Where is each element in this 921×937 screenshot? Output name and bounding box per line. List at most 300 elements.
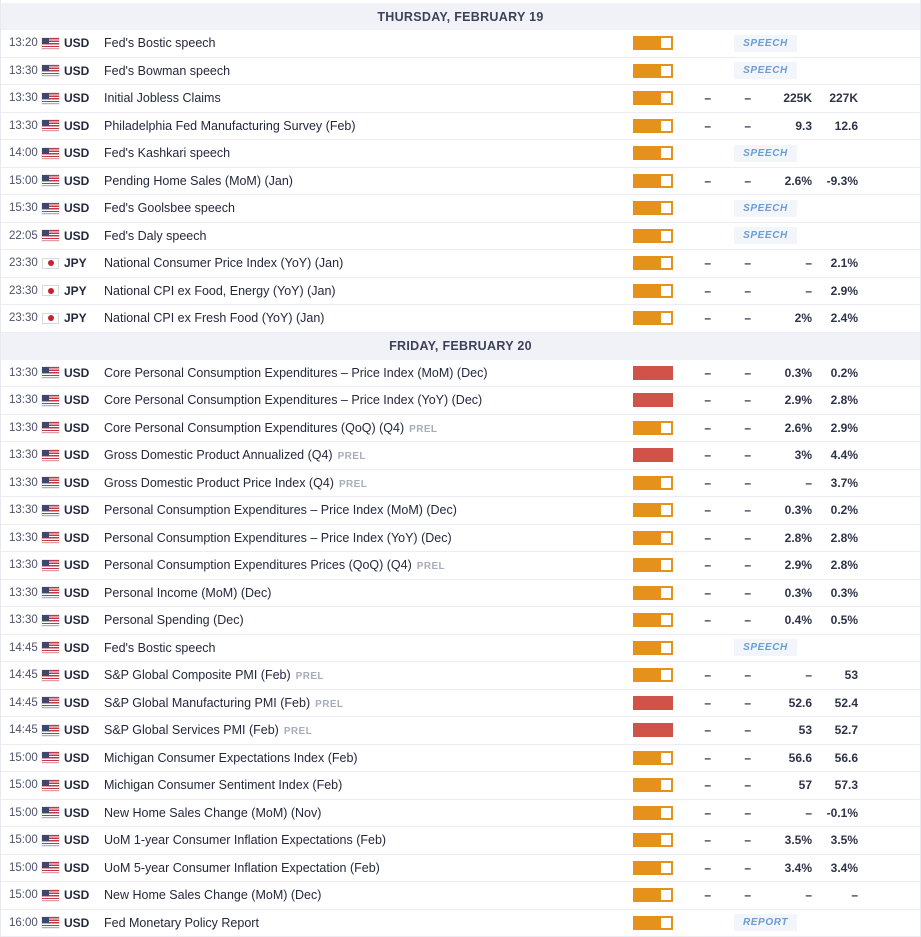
event-name	[104, 861, 633, 875]
currency-code: USD	[64, 173, 90, 188]
event-row[interactable]	[1, 662, 920, 690]
volatility-indicator-medium	[633, 861, 673, 875]
actual-value: –	[704, 668, 711, 683]
event-name-text: Core Personal Consumption Expenditures – Price Index (YoY) (Dec)	[104, 393, 483, 408]
deviation-value: –	[744, 393, 751, 408]
previous-value: 227K	[829, 91, 858, 106]
event-row[interactable]	[1, 827, 920, 855]
volatility-cell	[633, 613, 673, 627]
event-time: 13:30	[9, 531, 38, 544]
deviation-value: –	[744, 668, 751, 683]
preliminary-tag: PREL	[283, 726, 313, 738]
deviation-value: –	[744, 805, 751, 820]
badge-area	[673, 145, 858, 162]
previous-value: 2.9%	[830, 283, 858, 298]
event-name	[104, 531, 633, 545]
event-name-text: S&P Global Manufacturing PMI (Feb)	[104, 695, 311, 710]
us-flag-icon	[42, 835, 59, 846]
consensus-value: 2.9%	[784, 393, 812, 408]
event-row[interactable]	[1, 552, 920, 580]
volatility-cell	[633, 888, 673, 902]
currency-code: USD	[64, 503, 90, 518]
event-row[interactable]	[1, 278, 920, 306]
event-row[interactable]	[1, 470, 920, 498]
event-time: 23:30	[9, 284, 38, 297]
consensus-value: 57	[798, 778, 812, 793]
event-name-text: Core Personal Consumption Expenditures – Price Index (MoM) (Dec)	[104, 365, 488, 380]
consensus-value: 3.4%	[784, 860, 812, 875]
us-flag-icon	[42, 65, 59, 76]
us-flag-icon	[42, 587, 59, 598]
event-time: 14:45	[9, 669, 38, 682]
volatility-indicator-medium	[633, 256, 673, 270]
currency-code: USD	[64, 201, 90, 216]
event-time: 15:00	[9, 751, 38, 764]
volatility-cell	[633, 91, 673, 105]
deviation-value: –	[744, 256, 751, 271]
currency-code: USD	[64, 365, 90, 380]
event-time: 15:00	[9, 861, 38, 874]
section-header: FRIDAY, FEBRUARY 20	[1, 333, 920, 360]
event-name	[104, 448, 633, 462]
consensus-value: –	[805, 805, 812, 820]
event-row[interactable]	[1, 195, 920, 223]
us-flag-icon	[42, 615, 59, 626]
event-name	[104, 641, 633, 655]
volatility-indicator-medium	[633, 503, 673, 517]
volatility-cell	[633, 36, 673, 50]
consensus-value: 225K	[783, 91, 812, 106]
event-row[interactable]	[1, 360, 920, 388]
event-row[interactable]	[1, 415, 920, 443]
event-row[interactable]	[1, 305, 920, 333]
deviation-value: –	[744, 750, 751, 765]
us-flag-icon	[42, 780, 59, 791]
event-time: 14:45	[9, 724, 38, 737]
event-name-text: Fed's Bostic speech	[104, 36, 216, 51]
currency-code: USD	[64, 393, 90, 408]
volatility-indicator-medium	[633, 751, 673, 765]
us-flag-icon	[42, 422, 59, 433]
volatility-indicator-high	[633, 366, 673, 380]
jp-flag-icon	[42, 258, 59, 269]
event-name	[104, 284, 633, 298]
consensus-value: –	[805, 256, 812, 271]
event-row[interactable]	[1, 30, 920, 58]
volatility-cell	[633, 668, 673, 682]
actual-value: –	[704, 118, 711, 133]
speech-badge[interactable]: SPEECH	[734, 200, 797, 217]
event-name	[104, 503, 633, 517]
volatility-cell	[633, 421, 673, 435]
us-flag-icon	[42, 450, 59, 461]
us-flag-icon	[42, 203, 59, 214]
event-name	[104, 558, 633, 572]
previous-value: 3.4%	[830, 860, 858, 875]
jp-flag-icon	[42, 285, 59, 296]
deviation-value: –	[744, 585, 751, 600]
us-flag-icon	[42, 93, 59, 104]
preliminary-tag: PREL	[416, 561, 446, 573]
currency-code: USD	[64, 63, 90, 78]
currency-code: USD	[64, 530, 90, 545]
event-row[interactable]	[1, 168, 920, 196]
consensus-value: 2.9%	[784, 558, 812, 573]
event-name-text: Fed's Goolsbee speech	[104, 201, 235, 216]
actual-value: –	[704, 888, 711, 903]
actual-value: –	[704, 283, 711, 298]
actual-value: –	[704, 365, 711, 380]
badge-area	[673, 639, 858, 656]
deviation-value: –	[744, 365, 751, 380]
volatility-cell	[633, 64, 673, 78]
volatility-cell	[633, 476, 673, 490]
currency-code: JPY	[64, 256, 87, 271]
event-name-text: Gross Domestic Product Annualized (Q4)	[104, 448, 333, 463]
deviation-value: –	[744, 311, 751, 326]
volatility-indicator-medium	[633, 284, 673, 298]
volatility-indicator-medium	[633, 146, 673, 160]
previous-value: 2.4%	[830, 311, 858, 326]
us-flag-icon	[42, 560, 59, 571]
volatility-indicator-high	[633, 393, 673, 407]
event-name-text: Michigan Consumer Expectations Index (Feb)	[104, 750, 358, 765]
consensus-value: 3%	[794, 448, 812, 463]
event-time: 13:30	[9, 586, 38, 599]
event-name	[104, 696, 633, 710]
volatility-indicator-medium	[633, 531, 673, 545]
previous-value: 3.7%	[830, 475, 858, 490]
event-time: 15:00	[9, 889, 38, 902]
volatility-cell	[633, 833, 673, 847]
event-row[interactable]	[1, 223, 920, 251]
report-badge[interactable]: REPORT	[734, 914, 797, 931]
consensus-value: 0.4%	[784, 613, 812, 628]
event-name	[104, 366, 633, 380]
preliminary-tag: PREL	[295, 671, 324, 683]
previous-value: 2.1%	[830, 256, 858, 271]
event-name-text: UoM 5-year Consumer Inflation Expectation (Feb)	[104, 860, 380, 875]
event-row[interactable]	[1, 717, 920, 745]
currency-code: USD	[64, 723, 90, 738]
consensus-value: 2%	[794, 311, 812, 326]
event-row[interactable]	[1, 442, 920, 470]
event-time: 13:30	[9, 614, 38, 627]
deviation-value: –	[744, 118, 751, 133]
volatility-indicator-medium	[633, 778, 673, 792]
us-flag-icon	[42, 175, 59, 186]
consensus-value: 2.6%	[784, 173, 812, 188]
deviation-value: –	[744, 283, 751, 298]
consensus-value: –	[805, 283, 812, 298]
previous-value: 2.8%	[830, 530, 858, 545]
previous-value: 2.9%	[830, 420, 858, 435]
consensus-value: 52.6	[788, 695, 812, 710]
currency-code: USD	[64, 695, 90, 710]
event-row[interactable]	[1, 580, 920, 608]
event-name-text: National CPI ex Fresh Food (YoY) (Jan)	[104, 311, 325, 326]
event-row[interactable]	[1, 58, 920, 86]
previous-value: 57.3	[834, 778, 858, 793]
deviation-value: –	[744, 420, 751, 435]
event-name	[104, 833, 633, 847]
event-name	[104, 64, 633, 78]
currency-code: USD	[64, 146, 90, 161]
speech-badge[interactable]: SPEECH	[734, 145, 797, 162]
deviation-value: –	[744, 888, 751, 903]
event-name-text: Fed's Bowman speech	[104, 63, 231, 78]
currency-code: USD	[64, 228, 90, 243]
event-time: 15:00	[9, 834, 38, 847]
event-name-text: Fed's Kashkari speech	[104, 146, 231, 161]
volatility-cell	[633, 586, 673, 600]
actual-value: –	[704, 448, 711, 463]
volatility-cell	[633, 146, 673, 160]
event-name-text: S&P Global Services PMI (Feb)	[104, 723, 279, 738]
volatility-indicator-medium	[633, 91, 673, 105]
event-name-text: Fed Monetary Policy Report	[104, 915, 259, 930]
currency-code: USD	[64, 118, 90, 133]
event-name-text: S&P Global Composite PMI (Feb)	[104, 668, 291, 683]
us-flag-icon	[42, 725, 59, 736]
volatility-indicator-medium	[633, 641, 673, 655]
volatility-indicator-high	[633, 723, 673, 737]
currency-code: USD	[64, 888, 90, 903]
us-flag-icon	[42, 230, 59, 241]
event-row[interactable]	[1, 497, 920, 525]
actual-value: –	[704, 613, 711, 628]
event-name-text: Core Personal Consumption Expenditures (QoQ) (Q4)	[104, 420, 405, 435]
actual-value: –	[704, 530, 711, 545]
volatility-cell	[633, 558, 673, 572]
deviation-value: –	[744, 778, 751, 793]
volatility-cell	[633, 201, 673, 215]
actual-value: –	[704, 256, 711, 271]
currency-code: USD	[64, 750, 90, 765]
event-name	[104, 751, 633, 765]
event-row[interactable]	[1, 690, 920, 718]
us-flag-icon	[42, 395, 59, 406]
event-row[interactable]	[1, 113, 920, 141]
volatility-cell	[633, 723, 673, 737]
volatility-cell	[633, 256, 673, 270]
event-row[interactable]	[1, 140, 920, 168]
volatility-indicator-medium	[633, 806, 673, 820]
us-flag-icon	[42, 532, 59, 543]
event-name	[104, 723, 633, 737]
volatility-cell	[633, 503, 673, 517]
actual-value: –	[704, 833, 711, 848]
us-flag-icon	[42, 148, 59, 159]
event-row[interactable]	[1, 910, 920, 937]
event-name-text: National Consumer Price Index (YoY) (Jan)	[104, 256, 344, 271]
volatility-indicator-medium	[633, 36, 673, 50]
event-time: 22:05	[9, 229, 38, 242]
event-row[interactable]	[1, 800, 920, 828]
deviation-value: –	[744, 91, 751, 106]
event-name-text: Pending Home Sales (MoM) (Jan)	[104, 173, 293, 188]
previous-value: 3.5%	[830, 833, 858, 848]
event-time: 13:30	[9, 504, 38, 517]
deviation-value: –	[744, 833, 751, 848]
event-name-text: Personal Consumption Expenditures – Price Index (YoY) (Dec)	[104, 530, 452, 545]
volatility-cell	[633, 806, 673, 820]
speech-badge[interactable]: SPEECH	[734, 62, 797, 79]
badge-area	[673, 227, 858, 244]
event-time: 13:30	[9, 421, 38, 434]
consensus-value: 2.6%	[784, 420, 812, 435]
volatility-indicator-medium	[633, 613, 673, 627]
event-name-text: Philadelphia Fed Manufacturing Survey (Feb)	[104, 118, 356, 133]
event-row[interactable]	[1, 85, 920, 113]
event-time: 14:00	[9, 147, 38, 160]
event-name	[104, 393, 633, 407]
event-row[interactable]	[1, 635, 920, 663]
volatility-indicator-medium	[633, 119, 673, 133]
event-time: 13:30	[9, 394, 38, 407]
volatility-cell	[633, 531, 673, 545]
event-row[interactable]	[1, 745, 920, 773]
currency-code: USD	[64, 475, 90, 490]
speech-badge[interactable]: SPEECH	[734, 35, 797, 52]
event-time: 14:45	[9, 696, 38, 709]
consensus-value: 9.3	[795, 118, 812, 133]
deviation-value: –	[744, 695, 751, 710]
previous-value: -0.1%	[826, 805, 858, 820]
consensus-value: 0.3%	[784, 503, 812, 518]
event-time: 15:00	[9, 779, 38, 792]
deviation-value: –	[744, 860, 751, 875]
currency-code: JPY	[64, 283, 87, 298]
volatility-indicator-medium	[633, 421, 673, 435]
event-name-text: Gross Domestic Product Price Index (Q4)	[104, 475, 334, 490]
event-name	[104, 91, 633, 105]
actual-value: –	[704, 393, 711, 408]
volatility-indicator-medium	[633, 311, 673, 325]
preliminary-tag: PREL	[409, 423, 438, 435]
actual-value: –	[704, 695, 711, 710]
us-flag-icon	[42, 505, 59, 516]
event-time: 13:20	[9, 37, 38, 50]
section-header: THURSDAY, FEBRUARY 19	[1, 3, 920, 30]
event-time: 15:30	[9, 202, 38, 215]
previous-value: 0.5%	[830, 613, 858, 628]
event-name	[104, 36, 633, 50]
actual-value: –	[704, 558, 711, 573]
volatility-indicator-medium	[633, 201, 673, 215]
badge-area	[673, 914, 858, 931]
event-name	[104, 668, 633, 682]
previous-value: 0.3%	[830, 585, 858, 600]
currency-code: USD	[64, 640, 90, 655]
actual-value: –	[704, 723, 711, 738]
preliminary-tag: PREL	[315, 698, 344, 710]
badge-area	[673, 35, 858, 52]
event-row[interactable]	[1, 882, 920, 910]
volatility-indicator-high	[633, 696, 673, 710]
speech-badge[interactable]: SPEECH	[734, 227, 797, 244]
event-name	[104, 586, 633, 600]
event-name	[104, 916, 633, 930]
us-flag-icon	[42, 38, 59, 49]
currency-code: USD	[64, 420, 90, 435]
jp-flag-icon	[42, 313, 59, 324]
event-time: 13:30	[9, 366, 38, 379]
event-name	[104, 311, 633, 325]
actual-value: –	[704, 420, 711, 435]
event-row[interactable]	[1, 387, 920, 415]
event-time: 13:30	[9, 92, 38, 105]
actual-value: –	[704, 585, 711, 600]
event-name	[104, 229, 633, 243]
us-flag-icon	[42, 917, 59, 928]
speech-badge[interactable]: SPEECH	[734, 639, 797, 656]
volatility-cell	[633, 751, 673, 765]
us-flag-icon	[42, 862, 59, 873]
event-name	[104, 146, 633, 160]
currency-code: USD	[64, 805, 90, 820]
deviation-value: –	[744, 475, 751, 490]
currency-code: USD	[64, 778, 90, 793]
previous-value: 12.6	[834, 118, 858, 133]
event-row[interactable]	[1, 607, 920, 635]
deviation-value: –	[744, 723, 751, 738]
event-name-text: National CPI ex Food, Energy (YoY) (Jan)	[104, 283, 336, 298]
volatility-indicator-medium	[633, 668, 673, 682]
consensus-value: –	[805, 668, 812, 683]
currency-code: USD	[64, 915, 90, 930]
event-row[interactable]	[1, 855, 920, 883]
event-row[interactable]	[1, 525, 920, 553]
event-name-text: UoM 1-year Consumer Inflation Expectations (Feb)	[104, 833, 387, 848]
preliminary-tag: PREL	[338, 478, 368, 490]
event-time: 15:00	[9, 806, 38, 819]
us-flag-icon	[42, 120, 59, 131]
event-time: 13:30	[9, 559, 38, 572]
event-row[interactable]	[1, 772, 920, 800]
volatility-indicator-medium	[633, 64, 673, 78]
deviation-value: –	[744, 530, 751, 545]
previous-value: -9.3%	[826, 173, 858, 188]
volatility-cell	[633, 366, 673, 380]
us-flag-icon	[42, 752, 59, 763]
event-time: 13:30	[9, 476, 38, 489]
volatility-indicator-medium	[633, 586, 673, 600]
volatility-cell	[633, 448, 673, 462]
volatility-indicator-medium	[633, 229, 673, 243]
event-name	[104, 806, 633, 820]
deviation-value: –	[744, 503, 751, 518]
previous-value: 0.2%	[830, 503, 858, 518]
actual-value: –	[704, 311, 711, 326]
event-time: 23:30	[9, 257, 38, 270]
volatility-indicator-medium	[633, 916, 673, 930]
event-name	[104, 421, 633, 435]
event-time: 14:45	[9, 641, 38, 654]
volatility-indicator-medium	[633, 476, 673, 490]
us-flag-icon	[42, 697, 59, 708]
currency-code: USD	[64, 668, 90, 683]
event-row[interactable]	[1, 250, 920, 278]
event-name	[104, 256, 633, 270]
event-name-text: Personal Consumption Expenditures – Price Index (MoM) (Dec)	[104, 503, 457, 518]
badge-area	[673, 200, 858, 217]
event-name	[104, 174, 633, 188]
consensus-value: 53	[798, 723, 812, 738]
event-name-text: Michigan Consumer Sentiment Index (Feb)	[104, 778, 343, 793]
previous-value: –	[851, 888, 858, 903]
actual-value: –	[704, 503, 711, 518]
